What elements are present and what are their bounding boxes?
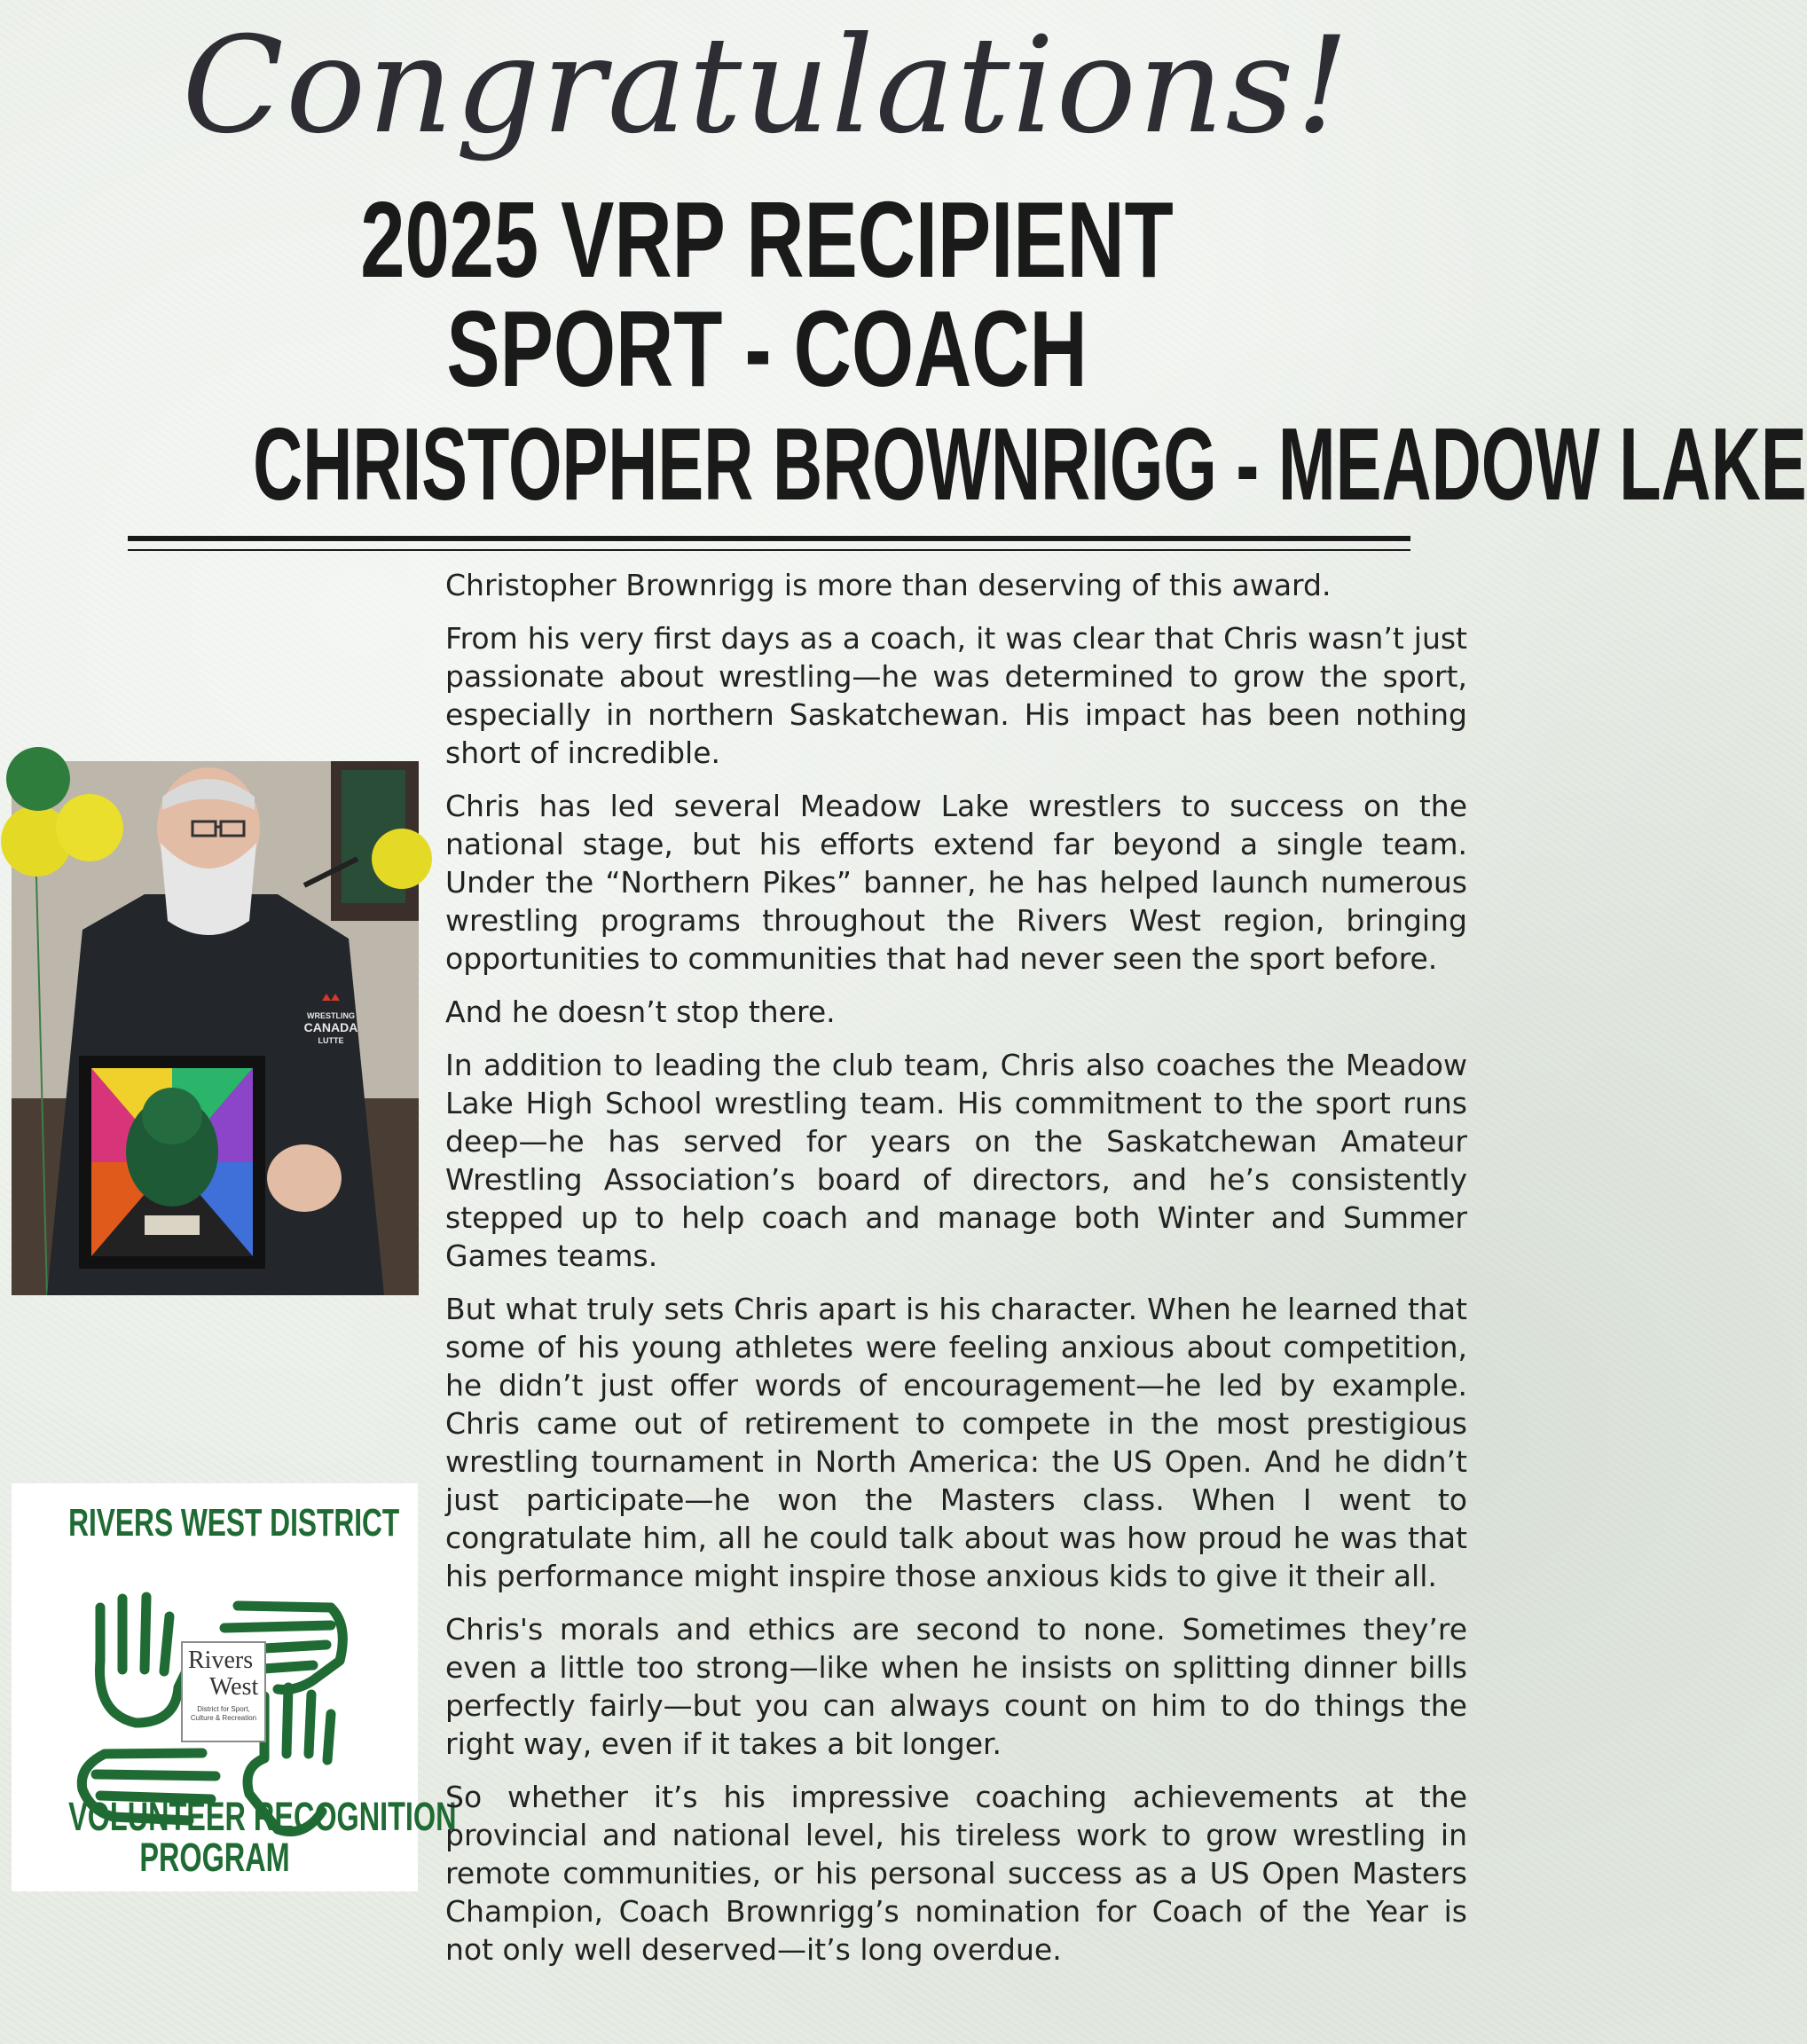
nomination-letter [445,566,1467,1984]
paragraph-intro: Christopher Brownrigg is more than deserving of this award. [445,568,1332,602]
program-logo [12,1483,457,1891]
paragraph-doesnt-stop: And he doesn’t stop there. [445,994,836,1029]
paragraph-first-days: From his very first days as a coach, it was clear that Chris wasn’t just passionate about wrestling—he was determined to grow the sport, especially in northern Saskatchewan. His impact has been nothing short of incredible. [445,621,1467,770]
congratulations-script-title: Congratulations! [182,9,1351,163]
paragraph-morals: Chris's morals and ethics are second to none. Sometimes they’re even a little too strong—like when he insists on splitting dinner bills perfectly fairly—but you can always count on him to do things the right way, even if it takes a bit longer. [445,1612,1467,1761]
logo-district-title: RIVERS WEST DISTRICT [68,1501,400,1545]
shirt-brand-top: WRESTLING [307,1011,355,1020]
logo-footer-line1: VOLUNTEER RECOGNITION [68,1794,457,1839]
rivers-west-mark-line2: West [209,1673,259,1701]
heading-divider-thick [128,536,1410,541]
recipient-name-heading: CHRISTOPHER BROWNRIGG - MEADOW LAKE [253,406,1807,522]
rivers-west-mark-tagline: District for Sport, Culture & Recreation [190,1705,257,1722]
award-category-heading: SPORT - COACH [446,288,1088,409]
paragraph-conclusion: So whether it’s his impressive coaching achievements at the provincial and national level, his tireless work to grow wrestling in remote communities, or his personal success as a US Open Masters Champion, Coach Brownrigg’s nomination for Coach of the Year is not only well deserved—it’s long overdue. [445,1780,1467,1967]
rivers-west-mark [181,1641,266,1742]
recipient-photo-illustration [12,761,419,1295]
paragraph-character: But what truly sets Chris apart is his character. When he learned that some of his young athletes were feeling anxious about competition, he didn’t just offer words of encouragement—he led by example. Chris came out of retirement to compete in the most prestigious wrestling tournament in North America: the US Open. And he didn’t just participate—he won the Masters class. When I went to congratulate him, all he could talk about was how proud he was that his performance might inspire those anxious kids to give it their all. [445,1292,1467,1593]
paragraph-national-stage: Chris has led several Meadow Lake wrestlers to success on the national stage, but his efforts extend far beyond a single team. Under the “Northern Pikes” banner, he has helped launch numerous wrestling programs throughout the Rivers West region, bringing opportunities to communities that had never seen the sport before. [445,789,1467,976]
heading-divider-thin [128,549,1410,551]
recipient-photo [12,761,419,1295]
rivers-west-mark-line1: Rivers [188,1647,254,1674]
award-year-heading: 2025 VRP RECIPIENT [360,179,1174,300]
paragraph-high-school: In addition to leading the club team, Chris also coaches the Meadow Lake High School wrestling team. His commitment to the sport runs deep—he has served for years on the Saskatchewan Amateur Wrestling Association’s board of directors, and he’s consistently stepped up to help coach and manage both Winter and Summer Games teams. [445,1048,1467,1273]
shirt-brand-mid: CANADA [303,1020,358,1034]
logo-footer-line2: PROGRAM [139,1835,290,1880]
shirt-brand-bottom: LUTTE [318,1036,344,1045]
